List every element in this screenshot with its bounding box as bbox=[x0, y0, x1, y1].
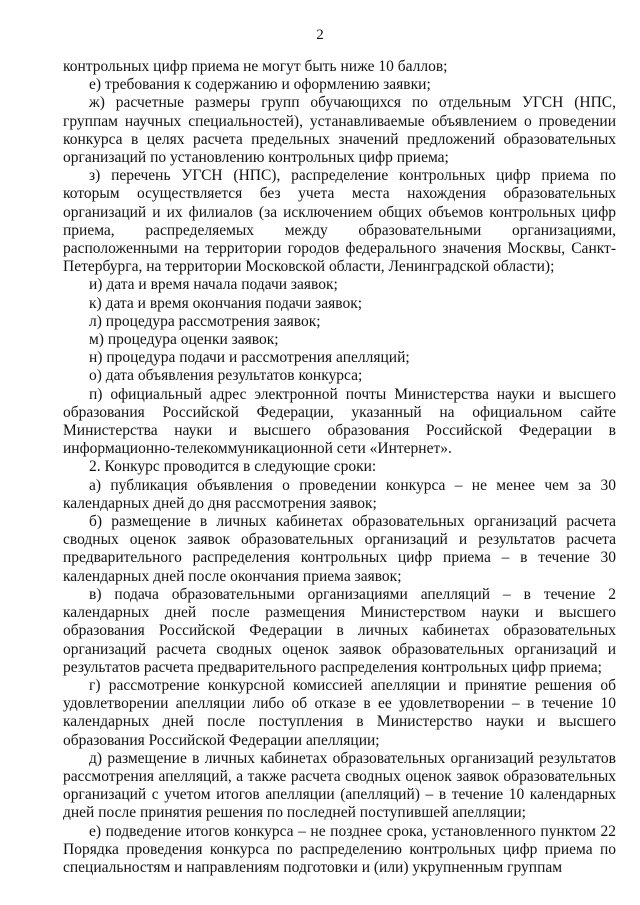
deadline-item-b: б) размещение в личных кабинетах образовательных организаций расчета сводных оценок заявок образовательных организаций и результатов расчета предварительного распределения контрольных цифр приема – в течение 30 календарных дней после окончания приема заявок; bbox=[63, 513, 616, 585]
paragraph-item-e: е) требования к содержанию и оформлению заявки; bbox=[89, 76, 431, 94]
section-2-heading: 2. Конкурс проводится в следующие сроки: bbox=[89, 458, 377, 476]
paragraph-item-l: л) процедура рассмотрения заявок; bbox=[89, 312, 321, 330]
paragraph-item-i: и) дата и время начала подачи заявок; bbox=[89, 276, 338, 294]
paragraph-item-zh: ж) расчетные размеры групп обучающихся по отдельным УГСН (НПС, группам научных специальностей), устанавливаемые объявлением о проведении конкурса в целях расчета предельных значений предложений образовательных организаций по установлению контрольных цифр приема; bbox=[63, 94, 616, 167]
deadline-item-g: г) рассмотрение конкурсной комиссией апелляции и принятие решения об удовлетворении апелляции либо об отказе в ее удовлетворении – в течение 10 календарных дней после поступления в Министерство науки и высшего образования Российской Федерации апелляции; bbox=[63, 676, 616, 749]
deadline-item-e: е) подведение итогов конкурса – не позднее срока, установленного пунктом 22 Порядка проведения конкурса по распределению контрольных цифр приема по специальностям и направлениям подготовки и (или) укрупненным группам bbox=[63, 822, 616, 876]
paragraph-item-o: о) дата объявления результатов конкурса; bbox=[89, 367, 363, 385]
page-number: 2 bbox=[316, 27, 324, 43]
paragraph-item-m: м) процедура оценки заявок; bbox=[89, 331, 279, 349]
document-body bbox=[63, 58, 616, 877]
deadline-item-v: в) подача образовательными организациями апелляций – в течение 2 календарных дней после размещения Министерством науки и высшего образования Российской Федерации в личных кабинетах образовательных организаций расчета сводных оценок заявок образовательных организаций и результатов расчета предварительного распределения контрольных цифр приема; bbox=[63, 585, 616, 676]
paragraph-item-n: н) процедура подачи и рассмотрения апелляций; bbox=[89, 349, 410, 367]
deadline-item-d: д) размещение в личных кабинетах образовательных организаций результатов рассмотрения апелляций, а также расчета сводных оценок заявок образовательных организаций с учетом итогов апелляции (апелляций) – в течение 10 календарных дней после принятия решения по последней поступившей апелляции; bbox=[63, 749, 616, 822]
paragraph-item-z: з) перечень УГСН (НПС), распределение контрольных цифр приема по которым осуществляется без учета места нахождения образовательных организаций и их филиалов (за исключением общих объемов контрольных цифр приема, распределяемых между образовательными организациями, расположенными на территории городов федерального значения Москвы, Санкт-Петербурга, на территории Московской области, Ленинградской области); bbox=[63, 167, 616, 276]
paragraph-item-p: п) официальный адрес электронной почты Министерства науки и высшего образования Российской Федерации, указанный на официальном сайте Министерства науки и высшего образования Российской Федерации в информационно-телекоммуникационной сети «Интернет». bbox=[63, 385, 616, 458]
deadline-item-a: а) публикация объявления о проведении конкурса – не менее чем за 30 календарных дней до дня рассмотрения заявок; bbox=[63, 476, 616, 512]
paragraph-continuation: контрольных цифр приема не могут быть ниже 10 баллов; bbox=[63, 58, 448, 75]
paragraph-item-k: к) дата и время окончания подачи заявок; bbox=[89, 294, 363, 312]
